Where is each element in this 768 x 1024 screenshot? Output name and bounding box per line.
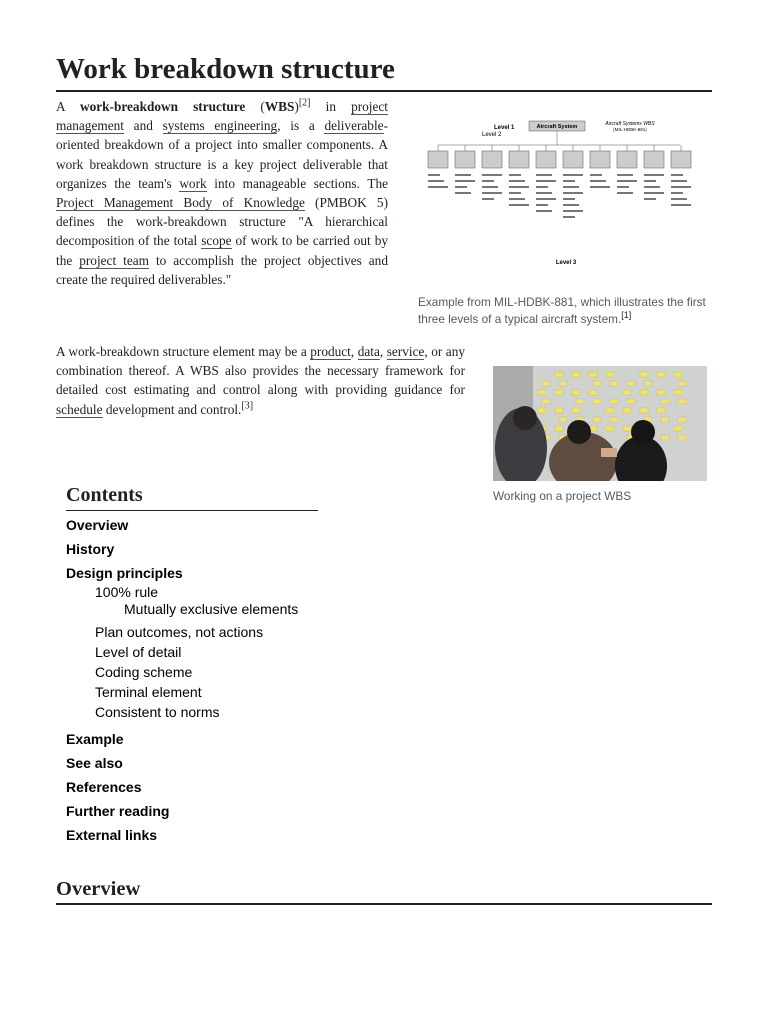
- wbs-photo-figure: [493, 366, 707, 505]
- toc-item-consistent-to-norms[interactable]: Consistent to norms: [95, 704, 220, 720]
- toc-item-plan-outcomes[interactable]: Plan outcomes, not actions: [95, 624, 264, 640]
- link-work[interactable]: work: [179, 175, 207, 191]
- page-title: Work breakdown structure: [56, 50, 712, 92]
- citation-3[interactable]: [3]: [241, 400, 254, 412]
- toc-item-coding-scheme[interactable]: Coding scheme: [95, 664, 193, 680]
- toc-item-references[interactable]: References: [66, 779, 142, 795]
- toc-item-terminal-element[interactable]: Terminal element: [95, 684, 202, 700]
- toc-item-mutually-exclusive[interactable]: Mutually exclusive elements: [124, 601, 299, 617]
- toc-item-external-links[interactable]: External links: [66, 827, 158, 843]
- toc-item-see-also[interactable]: See also: [66, 755, 123, 771]
- toc-item-further-reading[interactable]: Further reading: [66, 803, 170, 819]
- wbs-header-1: Aircraft Systems WBS: [605, 121, 655, 127]
- link-deliverable[interactable]: deliverable: [324, 118, 384, 134]
- toc-item-history[interactable]: History: [66, 541, 115, 557]
- link-project-team[interactable]: project team: [79, 252, 149, 268]
- level3-label: Level 3: [555, 260, 577, 266]
- element-paragraph: A work-breakdown structure element may be a product, data, service, or any combination thereof. A WBS also provides the necessary framework for detailed cost estimating and control along with providing guidance for schedule development and control.[3]: [56, 344, 466, 417]
- wbs-diagram-image[interactable]: [418, 116, 712, 290]
- link-systems-engineering[interactable]: systems engineering: [162, 118, 278, 134]
- toc-item-example[interactable]: Example: [66, 731, 124, 747]
- link-project-management[interactable]: project management: [56, 99, 388, 134]
- intro-paragraph: A work-breakdown structure (WBS)[2] in project management and systems engineering, is a deliverable-oriented breakdown of a project into smaller components. A work breakdown structure is a key project deliverable that organizes the team's work into manageable sections. The Project Management Body of Knowledge (PMBOK 5) defines the work-breakdown structure "A hierarchical decomposition of the total scope of work to be carried out by the project team to accomplish the project objectives and create the required deliverables.": [56, 97, 389, 287]
- toc-item-level-of-detail[interactable]: Level of detail: [95, 644, 182, 660]
- link-service[interactable]: service: [386, 344, 425, 359]
- section-heading-overview: Overview: [56, 876, 712, 905]
- toc-title: Contents: [66, 481, 318, 511]
- link-schedule[interactable]: schedule: [56, 401, 103, 417]
- link-scope[interactable]: scope: [201, 233, 232, 249]
- figure1-caption: Example from MIL-HDBK-881, which illustrates the first three levels of a typical aircraft system.[1]: [418, 295, 706, 326]
- wbs-diagram-figure: [418, 116, 712, 327]
- figure2-caption: Working on a project WBS: [493, 489, 632, 503]
- toc-item-overview[interactable]: Overview: [66, 517, 129, 533]
- level1-label: Level 1: [494, 125, 515, 131]
- toc-item-design-principles[interactable]: Design principles: [66, 565, 183, 581]
- link-pmbok[interactable]: Project Management Body of Knowledge: [56, 195, 305, 211]
- wbs-header-2: (MIL-HDBK-881): [613, 127, 647, 132]
- citation-2[interactable]: [2]: [298, 97, 311, 109]
- root-box-label: Aircraft System: [536, 124, 578, 130]
- level2-label: Level 2: [482, 132, 502, 138]
- link-data[interactable]: data: [357, 344, 380, 359]
- team-working-photo[interactable]: [493, 366, 707, 481]
- link-product[interactable]: product: [310, 344, 351, 359]
- toc-item-100-rule[interactable]: 100% rule: [95, 584, 159, 600]
- table-of-contents: [66, 515, 298, 849]
